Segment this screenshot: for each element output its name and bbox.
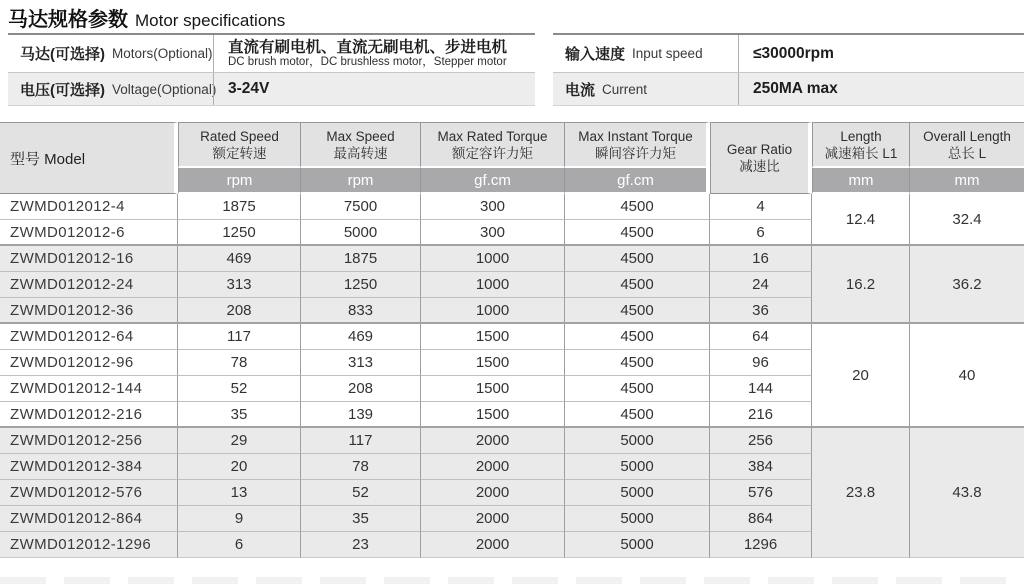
max-rated-torque-cell: 1000 xyxy=(421,272,565,298)
model-cell: ZWMD012012-24 xyxy=(0,272,178,298)
current-value xyxy=(738,73,1024,105)
gear-ratio-cell: 256 xyxy=(710,428,812,454)
current-label-zh: 电流 xyxy=(565,81,596,99)
voltage-optional-label xyxy=(8,73,217,105)
max-speed-cell: 117 xyxy=(301,428,421,454)
model-cell: ZWMD012012-1296 xyxy=(0,532,178,558)
max-instant-torque-cell: 5000 xyxy=(565,454,710,480)
gear-ratio-cell: 144 xyxy=(710,376,812,402)
spec-row xyxy=(0,428,1024,454)
max-instant-torque-cell: 4500 xyxy=(565,246,710,272)
overall-length-unit: mm xyxy=(910,168,1024,194)
max-instant-torque-cell: 4500 xyxy=(565,220,710,246)
max-instant-torque-cell: 4500 xyxy=(565,194,710,220)
speed-current-info-table xyxy=(553,33,1024,106)
max-instant-torque-cell: 4500 xyxy=(565,272,710,298)
max-rated-torque-cell: 1500 xyxy=(421,376,565,402)
spec-row xyxy=(0,246,1024,272)
rated-speed-cell: 1250 xyxy=(178,220,301,246)
max-speed-cell: 35 xyxy=(301,506,421,532)
max-rated-torque-cell: 1500 xyxy=(421,324,565,350)
max-speed-cell: 23 xyxy=(301,532,421,558)
rated-speed-cell: 13 xyxy=(178,480,301,506)
voltage-optional-label-en: Voltage(Optional) xyxy=(112,81,217,97)
motors-optional-value-zh: 直流有刷电机、直流无刷电机、步进电机 xyxy=(228,38,508,56)
gear-ratio-cell: 864 xyxy=(710,506,812,532)
rated-speed-cell: 117 xyxy=(178,324,301,350)
scan-edge-artifact xyxy=(0,577,1024,584)
model-cell: ZWMD012012-6 xyxy=(0,220,178,246)
length-merged-cell: 23.8 xyxy=(812,428,910,558)
motors-optional-value xyxy=(213,35,535,72)
max-rated-torque-cell: 1500 xyxy=(421,402,565,428)
gear-ratio-cell: 216 xyxy=(710,402,812,428)
max-speed-cell: 1875 xyxy=(301,246,421,272)
max-speed-cell: 469 xyxy=(301,324,421,350)
rated-speed-column-header: Rated Speed 额定转速 xyxy=(178,122,301,168)
input-speed-row xyxy=(553,35,1024,73)
max-instant-torque-cell: 4500 xyxy=(565,298,710,324)
length-merged-cell: 20 xyxy=(812,324,910,428)
max-speed-cell: 7500 xyxy=(301,194,421,220)
page-title-zh: 马达规格参数 xyxy=(8,9,128,31)
max-rated-torque-cell: 2000 xyxy=(421,454,565,480)
motor-spec-table xyxy=(0,122,1024,558)
max-instant-torque-cell: 5000 xyxy=(565,532,710,558)
current-label xyxy=(553,73,738,105)
length-merged-cell: 16.2 xyxy=(812,246,910,324)
max-speed-column-header: Max Speed 最高转速 xyxy=(301,122,421,168)
current-value-text: 250MA max xyxy=(753,80,838,97)
max-instant-torque-column-header: Max Instant Torque 瞬间容许力矩 xyxy=(565,122,710,168)
max-speed-cell: 78 xyxy=(301,454,421,480)
input-speed-label-en: Input speed xyxy=(632,46,703,61)
overall-length-merged-cell: 36.2 xyxy=(910,246,1024,324)
model-cell: ZWMD012012-576 xyxy=(0,480,178,506)
length-merged-cell: 12.4 xyxy=(812,194,910,246)
model-cell: ZWMD012012-96 xyxy=(0,350,178,376)
motors-optional-label-en: Motors(Optional) xyxy=(112,46,213,61)
max-instant-torque-cell: 4500 xyxy=(565,324,710,350)
max-instant-torque-cell: 5000 xyxy=(565,428,710,454)
length-unit: mm xyxy=(812,168,910,194)
overall-length-merged-cell: 40 xyxy=(910,324,1024,428)
max-speed-cell: 139 xyxy=(301,402,421,428)
spec-table-wrap xyxy=(0,122,1024,558)
gear-ratio-cell: 6 xyxy=(710,220,812,246)
length-column-header: Length 减速箱长 L1 xyxy=(812,122,910,168)
max-rated-torque-cell: 2000 xyxy=(421,480,565,506)
max-speed-unit: rpm xyxy=(301,168,421,194)
rated-speed-cell: 208 xyxy=(178,298,301,324)
motor-voltage-info-table xyxy=(8,33,535,106)
spec-row xyxy=(0,194,1024,220)
model-cell: ZWMD012012-216 xyxy=(0,402,178,428)
gear-ratio-cell: 64 xyxy=(710,324,812,350)
gear-ratio-cell: 16 xyxy=(710,246,812,272)
max-speed-cell: 1250 xyxy=(301,272,421,298)
gear-ratio-cell: 96 xyxy=(710,350,812,376)
max-rated-torque-column-header: Max Rated Torque 额定容许力矩 xyxy=(421,122,565,168)
motors-optional-value-en: DC brush motor，DC brushless motor，Stepper motor xyxy=(228,55,507,68)
motors-optional-label-zh: 马达(可选择) xyxy=(20,46,105,63)
gear-ratio-cell: 384 xyxy=(710,454,812,480)
page-title-en: Motor specifications xyxy=(135,11,286,30)
current-row xyxy=(553,73,1024,106)
rated-speed-cell: 9 xyxy=(178,506,301,532)
spec-row xyxy=(0,324,1024,350)
rated-speed-cell: 6 xyxy=(178,532,301,558)
voltage-optional-row xyxy=(8,73,535,106)
model-cell: ZWMD012012-144 xyxy=(0,376,178,402)
page-title xyxy=(8,3,285,32)
gear-ratio-cell: 576 xyxy=(710,480,812,506)
max-rated-torque-cell: 1500 xyxy=(421,350,565,376)
rated-speed-cell: 313 xyxy=(178,272,301,298)
max-rated-torque-cell: 2000 xyxy=(421,506,565,532)
max-rated-torque-cell: 300 xyxy=(421,194,565,220)
max-rated-torque-unit: gf.cm xyxy=(421,168,565,194)
rated-speed-cell: 469 xyxy=(178,246,301,272)
voltage-value-text: 3-24V xyxy=(228,80,270,97)
max-rated-torque-cell: 2000 xyxy=(421,428,565,454)
rated-speed-cell: 35 xyxy=(178,402,301,428)
max-instant-torque-cell: 4500 xyxy=(565,376,710,402)
rated-speed-cell: 20 xyxy=(178,454,301,480)
max-instant-torque-cell: 5000 xyxy=(565,480,710,506)
input-speed-value-text: ≤30000rpm xyxy=(753,44,834,62)
model-cell: ZWMD012012-4 xyxy=(0,194,178,220)
overall-length-column-header: Overall Length 总长 L xyxy=(910,122,1024,168)
motors-optional-label xyxy=(8,35,213,72)
max-rated-torque-cell: 2000 xyxy=(421,532,565,558)
gear-ratio-cell: 24 xyxy=(710,272,812,298)
model-cell: ZWMD012012-36 xyxy=(0,298,178,324)
voltage-optional-value xyxy=(213,73,535,105)
rated-speed-cell: 29 xyxy=(178,428,301,454)
model-cell: ZWMD012012-256 xyxy=(0,428,178,454)
model-cell: ZWMD012012-384 xyxy=(0,454,178,480)
input-speed-label xyxy=(553,35,738,72)
max-speed-cell: 313 xyxy=(301,350,421,376)
rated-speed-cell: 1875 xyxy=(178,194,301,220)
gear-ratio-cell: 4 xyxy=(710,194,812,220)
overall-length-merged-cell: 32.4 xyxy=(910,194,1024,246)
rated-speed-cell: 78 xyxy=(178,350,301,376)
max-rated-torque-cell: 1000 xyxy=(421,246,565,272)
model-cell: ZWMD012012-64 xyxy=(0,324,178,350)
max-speed-cell: 52 xyxy=(301,480,421,506)
max-speed-cell: 833 xyxy=(301,298,421,324)
max-rated-torque-cell: 1000 xyxy=(421,298,565,324)
model-column-header: 型号 Model xyxy=(0,122,178,194)
input-speed-value xyxy=(738,35,1024,72)
max-speed-cell: 208 xyxy=(301,376,421,402)
overall-length-merged-cell: 43.8 xyxy=(910,428,1024,558)
model-cell: ZWMD012012-864 xyxy=(0,506,178,532)
max-instant-torque-unit: gf.cm xyxy=(565,168,710,194)
voltage-optional-label-zh: 电压(可选择) xyxy=(20,81,105,99)
model-cell: ZWMD012012-16 xyxy=(0,246,178,272)
rated-speed-unit: rpm xyxy=(178,168,301,194)
max-rated-torque-cell: 300 xyxy=(421,220,565,246)
gear-ratio-column-header: Gear Ratio 减速比 xyxy=(710,122,812,194)
current-label-en: Current xyxy=(602,81,648,97)
spec-header-row xyxy=(0,122,1024,168)
max-instant-torque-cell: 5000 xyxy=(565,506,710,532)
max-instant-torque-cell: 4500 xyxy=(565,402,710,428)
gear-ratio-cell: 36 xyxy=(710,298,812,324)
motors-optional-row xyxy=(8,35,535,73)
gear-ratio-cell: 1296 xyxy=(710,532,812,558)
max-speed-cell: 5000 xyxy=(301,220,421,246)
max-instant-torque-cell: 4500 xyxy=(565,350,710,376)
rated-speed-cell: 52 xyxy=(178,376,301,402)
input-speed-label-zh: 输入速度 xyxy=(565,46,626,63)
